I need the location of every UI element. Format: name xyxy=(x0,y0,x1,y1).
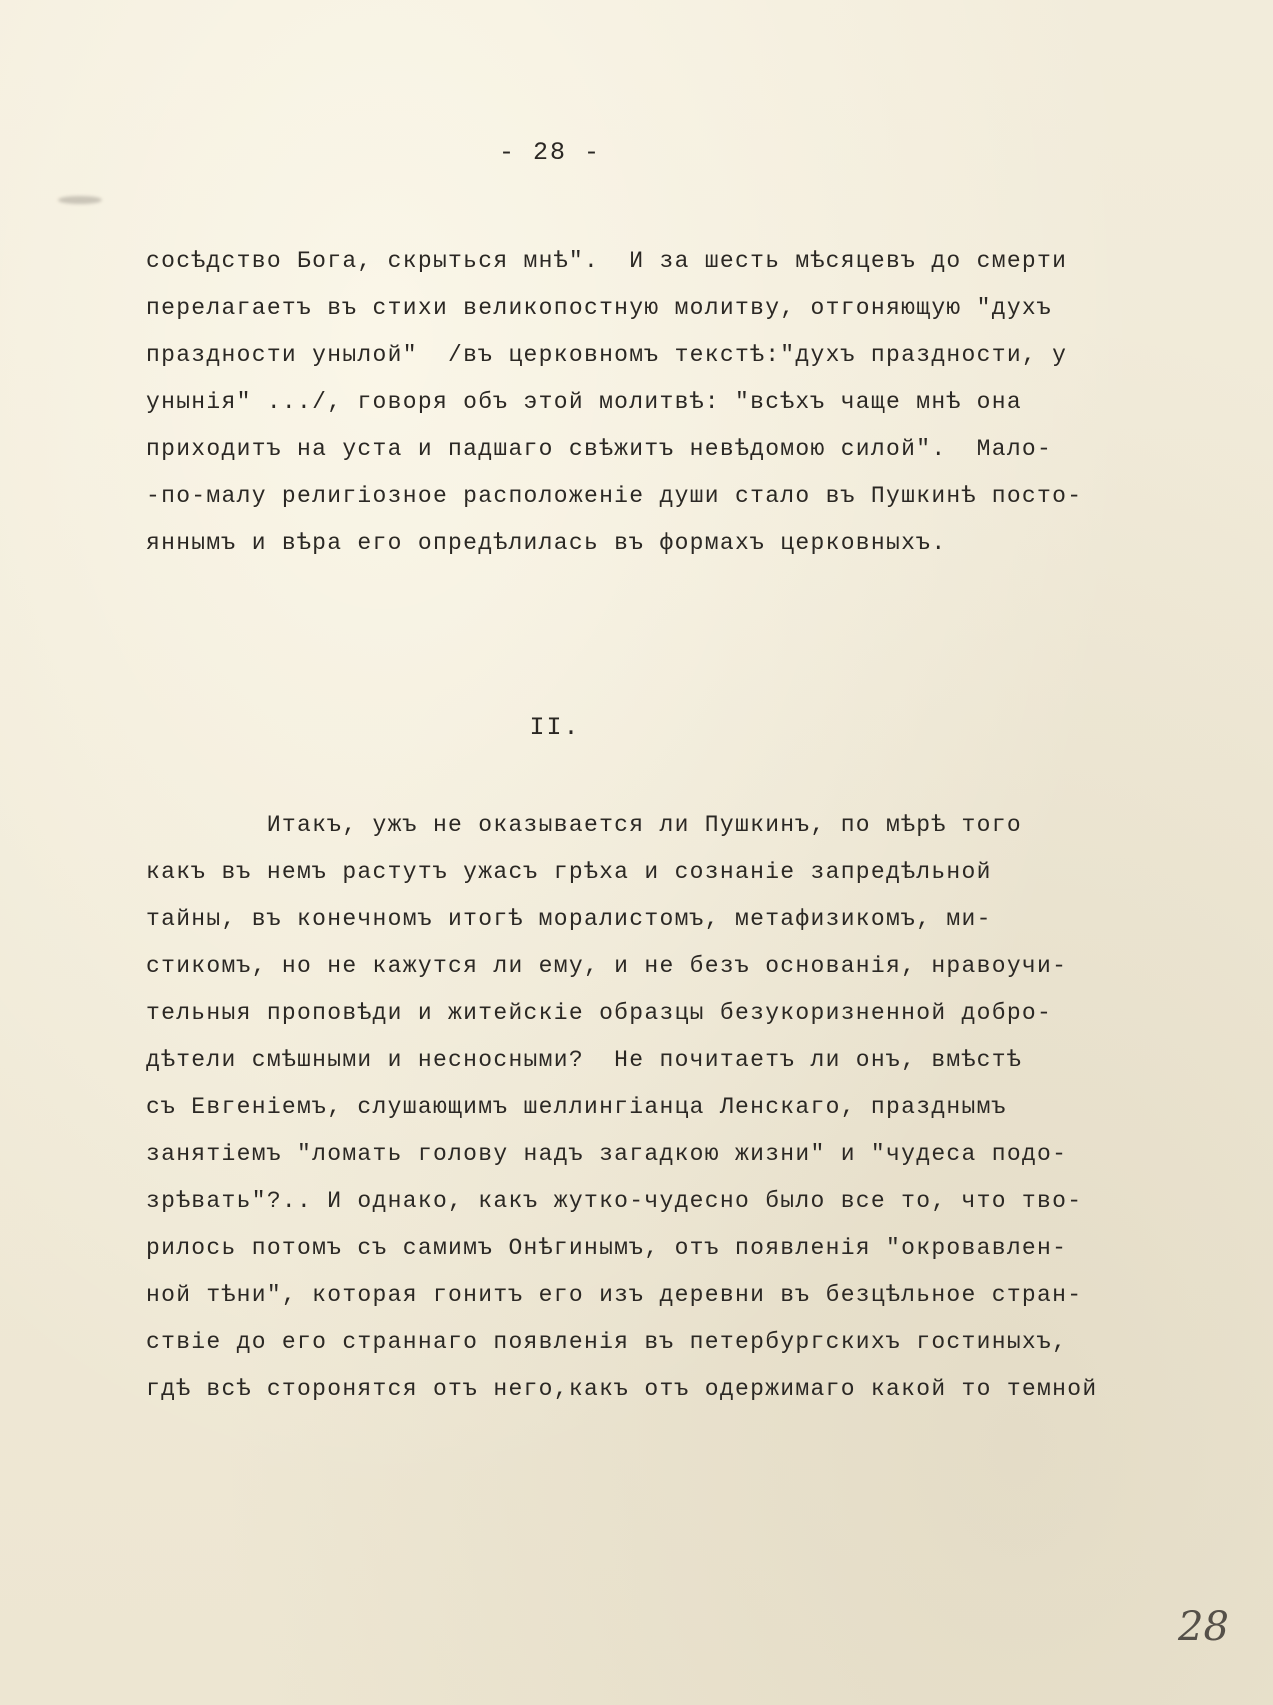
handwritten-page-number: 28 xyxy=(1178,1604,1229,1650)
text-line: приходитъ на уста и падшаго свѣжитъ невѣдомою силой". Мало- xyxy=(146,436,1053,462)
text-line: -по-малу религіозное расположеніе души стало въ Пушкинѣ посто- xyxy=(146,483,1083,509)
text-line: дѣтели смѣшными и несносными? Не почитаетъ ли онъ, вмѣстѣ xyxy=(146,1047,1022,1073)
text-line: тельныя проповѣди и житейскіе образцы безукоризненной добро- xyxy=(146,1000,1053,1026)
text-line: Итакъ, ужъ не оказывается ли Пушкинъ, по мѣрѣ того xyxy=(146,812,1022,838)
text-line: ствіе до его страннаго появленія въ петербургскихъ гостиныхъ, xyxy=(146,1329,1068,1355)
text-line: перелагаетъ въ стихи великопостную молитву, отгоняющую "духъ xyxy=(146,295,1053,321)
text-line: гдѣ всѣ сторонятся отъ него,какъ отъ одержимаго какой то темной xyxy=(146,1376,1098,1402)
text-line: зрѣвать"?.. И однако, какъ жутко-чудесно было все то, что тво- xyxy=(146,1188,1083,1214)
text-line: яннымъ и вѣра его опредѣлилась въ формахъ церковныхъ. xyxy=(146,530,947,556)
text-line: занятіемъ "ломать голову надъ загадкою жизни" и "чудеса подо- xyxy=(146,1141,1068,1167)
text-line: сосѣдство Бога, скрыться мнѣ". И за шесть мѣсяцевъ до смерти xyxy=(146,248,1068,274)
text-line: съ Евгеніемъ, слушающимъ шеллингіанца Ленскаго, празднымъ xyxy=(146,1094,1007,1120)
ink-smudge xyxy=(58,196,102,204)
text-line: праздности унылой" /въ церковномъ текстѣ:"духъ праздности, у xyxy=(146,342,1068,368)
section-heading: II. xyxy=(529,713,581,742)
text-line: унынія" .../, говоря объ этой молитвѣ: "всѣхъ чаще мнѣ она xyxy=(146,389,1022,415)
text-line: какъ въ немъ растутъ ужасъ грѣха и сознаніе запредѣльной xyxy=(146,859,992,885)
text-line: ной тѣни", которая гонитъ его изъ деревни въ безцѣльное стран- xyxy=(146,1282,1083,1308)
page-number: - 28 - xyxy=(498,138,601,167)
text-line: тайны, въ конечномъ итогѣ моралистомъ, метафизикомъ, ми- xyxy=(146,906,992,932)
text-line: рилось потомъ съ самимъ Онѣгинымъ, отъ появленія "окровавлен- xyxy=(146,1235,1068,1261)
text-line: стикомъ, но не кажутся ли ему, и не безъ основанія, нравоучи- xyxy=(146,953,1068,979)
